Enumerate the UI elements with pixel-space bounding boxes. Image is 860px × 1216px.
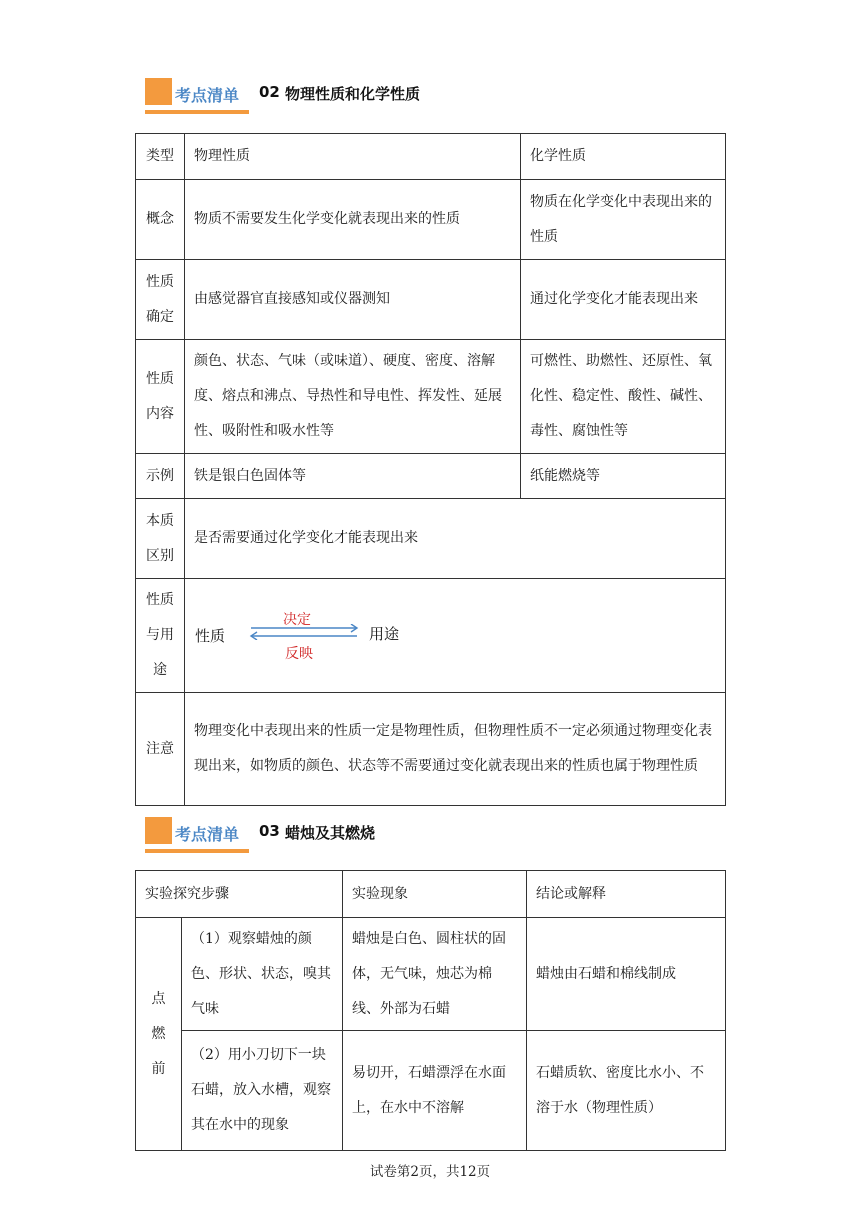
header-chemical: 化学性质: [521, 134, 726, 180]
heading-underline: [145, 849, 249, 853]
section-number: 02: [259, 83, 280, 101]
section-title: 蜡烛及其燃烧: [285, 824, 376, 842]
row-label: 性质确定: [136, 260, 185, 340]
cell-physical: 由感觉器官直接感知或仪器测知: [185, 260, 521, 340]
table-row-concept: [136, 180, 726, 260]
section-title: 物理性质和化学性质: [285, 85, 421, 103]
properties-table: [135, 133, 726, 806]
page-footer: 试卷第2页，共12页: [369, 1164, 491, 1180]
cell-physical: 颜色、状态、气味（或味道）、硬度、密度、溶解度、熔点和沸点、导热性和导电性、挥发性、延展性、吸附性和吸水性等: [185, 340, 521, 454]
section-number: 03: [259, 822, 280, 840]
diagram-top-label: 决定: [283, 611, 311, 628]
table-row-determine: [136, 260, 726, 340]
cell-step: （1）观察蜡烛的颜色、形状、状态，嗅其气味: [182, 918, 343, 1031]
cell-chemical: 可燃性、助燃性、还原性、氧化性、稳定性、酸性、碱性、毒性、腐蚀性等: [521, 340, 726, 454]
table-header-row: [136, 134, 726, 180]
section-heading-02: [145, 78, 445, 118]
heading-marker-icon: [145, 817, 172, 844]
table-row-essence: [136, 499, 726, 579]
table-row-content: [136, 340, 726, 454]
cell-phenomenon: 易切开，石蜡漂浮在水面上，在水中不溶解: [343, 1031, 527, 1151]
table-header-row: [136, 871, 726, 918]
header-conclusion: 结论或解释: [527, 871, 726, 918]
cell-usage-diagram: [185, 579, 726, 693]
cell-conclusion: 石蜡质软、密度比水小、不溶于水（物理性质）: [527, 1031, 726, 1151]
cell-essence: 是否需要通过化学变化才能表现出来: [185, 499, 726, 579]
table-row-note: [136, 693, 726, 806]
row-label: 概念: [136, 180, 185, 260]
heading-underline: [145, 110, 249, 114]
cell-physical: 铁是银白色固体等: [185, 454, 521, 499]
section-heading-03: [145, 817, 445, 857]
row-label: 性质内容: [136, 340, 185, 454]
cell-chemical: 通过化学变化才能表现出来: [521, 260, 726, 340]
row-label: 本质区别: [136, 499, 185, 579]
header-type: 类型: [136, 134, 185, 180]
property-usage-diagram: [185, 580, 725, 692]
heading-marker-icon: [145, 78, 172, 105]
section-tag: 考点清单: [175, 825, 240, 844]
section-tag: 考点清单: [175, 86, 240, 105]
cell-phenomenon: 蜡烛是白色、圆柱状的固体，无气味，烛芯为棉线、外部为石蜡: [343, 918, 527, 1031]
header-phenomenon: 实验现象: [343, 871, 527, 918]
candle-experiment-table: [135, 870, 726, 1151]
row-label: 示例: [136, 454, 185, 499]
diagram-property-text: 性质: [195, 626, 226, 645]
cell-chemical: 物质在化学变化中表现出来的性质: [521, 180, 726, 260]
cell-step: （2）用小刀切下一块石蜡，放入水槽，观察其在水中的现象: [182, 1031, 343, 1151]
table-row-usage: [136, 579, 726, 693]
double-arrow-icon: [245, 624, 363, 640]
table-row: [136, 1031, 726, 1151]
table-row-example: [136, 454, 726, 499]
diagram-usage-text: 用途: [369, 624, 400, 643]
cell-note: 物理变化中表现出来的性质一定是物理性质，但物理性质不一定必须通过物理变化表现出来，如物质的颜色、状态等不需要通过变化就表现出来的性质也属于物理性质: [185, 693, 726, 806]
cell-conclusion: 蜡烛由石蜡和棉线制成: [527, 918, 726, 1031]
group-label-before-lighting: 点燃前: [136, 918, 182, 1151]
header-physical: 物理性质: [185, 134, 521, 180]
row-label: 注意: [136, 693, 185, 806]
diagram-bottom-label: 反映: [285, 645, 313, 662]
row-label: 性质与用途: [136, 579, 185, 693]
header-steps: 实验探究步骤: [136, 871, 343, 918]
cell-chemical: 纸能燃烧等: [521, 454, 726, 499]
table-row: [136, 918, 726, 1031]
cell-physical: 物质不需要发生化学变化就表现出来的性质: [185, 180, 521, 260]
